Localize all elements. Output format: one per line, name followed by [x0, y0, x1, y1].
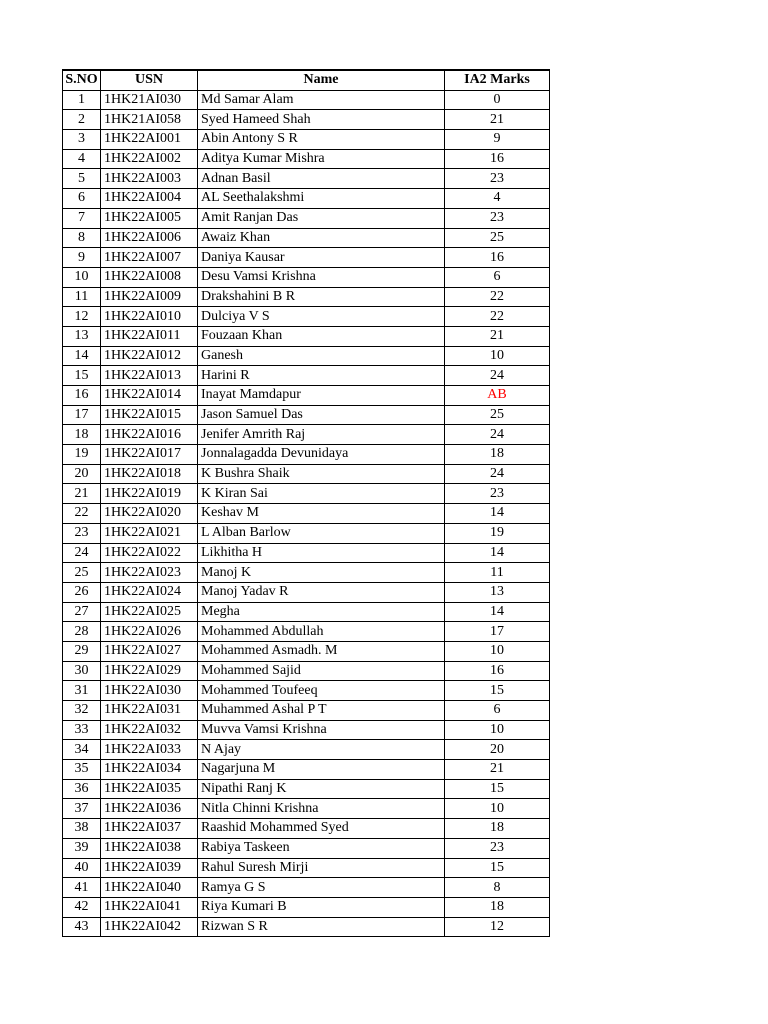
- cell-usn: 1HK22AI003: [101, 169, 198, 189]
- cell-ia2-marks: 15: [445, 681, 550, 701]
- table-row: [63, 307, 550, 327]
- cell-name: Abin Antony S R: [198, 130, 445, 150]
- cell-sno: 16: [63, 386, 101, 406]
- table-row: [63, 248, 550, 268]
- header-usn: USN: [101, 70, 198, 90]
- cell-ia2-marks: 15: [445, 779, 550, 799]
- cell-ia2-marks: 22: [445, 307, 550, 327]
- table-row: [63, 366, 550, 386]
- table-row: [63, 169, 550, 189]
- cell-sno: 15: [63, 366, 101, 386]
- cell-sno: 41: [63, 878, 101, 898]
- cell-sno: 39: [63, 838, 101, 858]
- cell-usn: 1HK22AI026: [101, 622, 198, 642]
- cell-usn: 1HK22AI011: [101, 326, 198, 346]
- cell-name: Riya Kumari B: [198, 897, 445, 917]
- table-row: [63, 484, 550, 504]
- cell-ia2-marks: 23: [445, 838, 550, 858]
- cell-sno: 12: [63, 307, 101, 327]
- table-row: [63, 582, 550, 602]
- table-row: [63, 838, 550, 858]
- cell-name: K Bushra Shaik: [198, 464, 445, 484]
- cell-usn: 1HK22AI034: [101, 760, 198, 780]
- cell-sno: 30: [63, 661, 101, 681]
- cell-sno: 1: [63, 90, 101, 110]
- cell-usn: 1HK22AI014: [101, 386, 198, 406]
- table-row: [63, 405, 550, 425]
- table-row: [63, 90, 550, 110]
- cell-usn: 1HK22AI037: [101, 819, 198, 839]
- cell-usn: 1HK22AI019: [101, 484, 198, 504]
- cell-name: Nagarjuna M: [198, 760, 445, 780]
- cell-name: Manoj K: [198, 563, 445, 583]
- cell-usn: 1HK22AI009: [101, 287, 198, 307]
- cell-sno: 20: [63, 464, 101, 484]
- cell-name: Raashid Mohammed Syed: [198, 819, 445, 839]
- table-row: [63, 425, 550, 445]
- cell-sno: 24: [63, 543, 101, 563]
- table-body: [63, 90, 550, 937]
- cell-sno: 25: [63, 563, 101, 583]
- cell-name: Jason Samuel Das: [198, 405, 445, 425]
- cell-sno: 3: [63, 130, 101, 150]
- cell-usn: 1HK22AI021: [101, 523, 198, 543]
- cell-ia2-marks: 18: [445, 897, 550, 917]
- table-row: [63, 760, 550, 780]
- cell-ia2-marks: 23: [445, 169, 550, 189]
- cell-usn: 1HK22AI018: [101, 464, 198, 484]
- cell-sno: 29: [63, 641, 101, 661]
- cell-ia2-marks: 14: [445, 504, 550, 524]
- cell-usn: 1HK22AI041: [101, 897, 198, 917]
- table-row: [63, 701, 550, 721]
- cell-sno: 23: [63, 523, 101, 543]
- table-row: [63, 110, 550, 130]
- table-row: [63, 130, 550, 150]
- cell-sno: 33: [63, 720, 101, 740]
- cell-usn: 1HK22AI035: [101, 779, 198, 799]
- cell-usn: 1HK22AI005: [101, 208, 198, 228]
- cell-ia2-marks: AB: [445, 386, 550, 406]
- cell-name: K Kiran Sai: [198, 484, 445, 504]
- cell-sno: 6: [63, 189, 101, 209]
- cell-name: Daniya Kausar: [198, 248, 445, 268]
- cell-name: Fouzaan Khan: [198, 326, 445, 346]
- cell-usn: 1HK22AI008: [101, 267, 198, 287]
- cell-sno: 38: [63, 819, 101, 839]
- cell-sno: 26: [63, 582, 101, 602]
- cell-usn: 1HK22AI023: [101, 563, 198, 583]
- cell-usn: 1HK22AI038: [101, 838, 198, 858]
- cell-usn: 1HK21AI030: [101, 90, 198, 110]
- cell-ia2-marks: 14: [445, 602, 550, 622]
- cell-usn: 1HK22AI032: [101, 720, 198, 740]
- cell-ia2-marks: 24: [445, 366, 550, 386]
- cell-sno: 11: [63, 287, 101, 307]
- cell-name: Nipathi Ranj K: [198, 779, 445, 799]
- table-row: [63, 326, 550, 346]
- cell-sno: 18: [63, 425, 101, 445]
- cell-name: Syed Hameed Shah: [198, 110, 445, 130]
- cell-name: Jenifer Amrith Raj: [198, 425, 445, 445]
- cell-ia2-marks: 19: [445, 523, 550, 543]
- table-row: [63, 799, 550, 819]
- table-row: [63, 504, 550, 524]
- cell-usn: 1HK22AI025: [101, 602, 198, 622]
- cell-sno: 2: [63, 110, 101, 130]
- cell-name: Mohammed Asmadh. M: [198, 641, 445, 661]
- cell-usn: 1HK22AI001: [101, 130, 198, 150]
- cell-name: Manoj Yadav R: [198, 582, 445, 602]
- cell-ia2-marks: 21: [445, 326, 550, 346]
- cell-ia2-marks: 6: [445, 267, 550, 287]
- cell-name: Md Samar Alam: [198, 90, 445, 110]
- cell-sno: 35: [63, 760, 101, 780]
- cell-sno: 19: [63, 445, 101, 465]
- cell-name: Mohammed Toufeeq: [198, 681, 445, 701]
- cell-name: Muvva Vamsi Krishna: [198, 720, 445, 740]
- table-row: [63, 819, 550, 839]
- table-row: [63, 897, 550, 917]
- cell-ia2-marks: 23: [445, 208, 550, 228]
- table-row: [63, 779, 550, 799]
- table-row: [63, 661, 550, 681]
- cell-sno: 32: [63, 701, 101, 721]
- cell-usn: 1HK22AI013: [101, 366, 198, 386]
- cell-ia2-marks: 25: [445, 405, 550, 425]
- cell-name: AL Seethalakshmi: [198, 189, 445, 209]
- cell-sno: 27: [63, 602, 101, 622]
- cell-sno: 7: [63, 208, 101, 228]
- cell-name: L Alban Barlow: [198, 523, 445, 543]
- cell-ia2-marks: 10: [445, 720, 550, 740]
- table-row: [63, 858, 550, 878]
- cell-usn: 1HK22AI016: [101, 425, 198, 445]
- cell-ia2-marks: 21: [445, 760, 550, 780]
- cell-usn: 1HK22AI039: [101, 858, 198, 878]
- cell-sno: 36: [63, 779, 101, 799]
- cell-name: Ganesh: [198, 346, 445, 366]
- table-row: [63, 149, 550, 169]
- table-row: [63, 267, 550, 287]
- table-row: [63, 287, 550, 307]
- cell-sno: 14: [63, 346, 101, 366]
- table-row: [63, 523, 550, 543]
- cell-ia2-marks: 10: [445, 346, 550, 366]
- cell-ia2-marks: 10: [445, 641, 550, 661]
- table-row: [63, 228, 550, 248]
- ia2-marks-table: [62, 69, 550, 937]
- cell-sno: 34: [63, 740, 101, 760]
- table-row: [63, 208, 550, 228]
- table-row: [63, 681, 550, 701]
- cell-name: Nitla Chinni Krishna: [198, 799, 445, 819]
- cell-sno: 21: [63, 484, 101, 504]
- cell-sno: 31: [63, 681, 101, 701]
- cell-name: Rahul Suresh Mirji: [198, 858, 445, 878]
- table-row: [63, 622, 550, 642]
- cell-name: Mohammed Sajid: [198, 661, 445, 681]
- table-row: [63, 543, 550, 563]
- cell-name: Inayat Mamdapur: [198, 386, 445, 406]
- cell-usn: 1HK22AI006: [101, 228, 198, 248]
- cell-name: N Ajay: [198, 740, 445, 760]
- cell-usn: 1HK21AI058: [101, 110, 198, 130]
- cell-ia2-marks: 18: [445, 445, 550, 465]
- table-row: [63, 641, 550, 661]
- cell-ia2-marks: 14: [445, 543, 550, 563]
- table-row: [63, 878, 550, 898]
- cell-ia2-marks: 24: [445, 464, 550, 484]
- cell-ia2-marks: 16: [445, 248, 550, 268]
- cell-usn: 1HK22AI020: [101, 504, 198, 524]
- cell-name: Desu Vamsi Krishna: [198, 267, 445, 287]
- cell-sno: 40: [63, 858, 101, 878]
- cell-name: Megha: [198, 602, 445, 622]
- cell-ia2-marks: 16: [445, 149, 550, 169]
- cell-sno: 37: [63, 799, 101, 819]
- table-row: [63, 189, 550, 209]
- cell-ia2-marks: 9: [445, 130, 550, 150]
- cell-name: Harini R: [198, 366, 445, 386]
- cell-name: Ramya G S: [198, 878, 445, 898]
- cell-name: Mohammed Abdullah: [198, 622, 445, 642]
- cell-name: Awaiz Khan: [198, 228, 445, 248]
- cell-ia2-marks: 13: [445, 582, 550, 602]
- cell-sno: 13: [63, 326, 101, 346]
- table-row: [63, 740, 550, 760]
- cell-sno: 8: [63, 228, 101, 248]
- cell-ia2-marks: 10: [445, 799, 550, 819]
- table-row: [63, 464, 550, 484]
- cell-usn: 1HK22AI002: [101, 149, 198, 169]
- cell-ia2-marks: 11: [445, 563, 550, 583]
- cell-sno: 43: [63, 917, 101, 937]
- cell-ia2-marks: 25: [445, 228, 550, 248]
- cell-name: Aditya Kumar Mishra: [198, 149, 445, 169]
- cell-name: Muhammed Ashal P T: [198, 701, 445, 721]
- cell-name: Keshav M: [198, 504, 445, 524]
- cell-name: Rabiya Taskeen: [198, 838, 445, 858]
- cell-usn: 1HK22AI004: [101, 189, 198, 209]
- header-name: Name: [198, 70, 445, 90]
- cell-ia2-marks: 24: [445, 425, 550, 445]
- cell-sno: 9: [63, 248, 101, 268]
- cell-usn: 1HK22AI027: [101, 641, 198, 661]
- table-row: [63, 917, 550, 937]
- cell-ia2-marks: 21: [445, 110, 550, 130]
- cell-ia2-marks: 8: [445, 878, 550, 898]
- cell-ia2-marks: 20: [445, 740, 550, 760]
- cell-usn: 1HK22AI007: [101, 248, 198, 268]
- cell-usn: 1HK22AI029: [101, 661, 198, 681]
- cell-usn: 1HK22AI040: [101, 878, 198, 898]
- table-row: [63, 445, 550, 465]
- header-sno: S.NO: [63, 70, 101, 90]
- table-header: [63, 70, 550, 90]
- header-ia2-marks: IA2 Marks: [445, 70, 550, 90]
- cell-sno: 42: [63, 897, 101, 917]
- table-row: [63, 563, 550, 583]
- table-row: [63, 346, 550, 366]
- cell-usn: 1HK22AI030: [101, 681, 198, 701]
- cell-usn: 1HK22AI012: [101, 346, 198, 366]
- cell-usn: 1HK22AI017: [101, 445, 198, 465]
- cell-sno: 17: [63, 405, 101, 425]
- cell-ia2-marks: 16: [445, 661, 550, 681]
- cell-sno: 28: [63, 622, 101, 642]
- table-row: [63, 386, 550, 406]
- cell-ia2-marks: 15: [445, 858, 550, 878]
- cell-sno: 4: [63, 149, 101, 169]
- cell-name: Likhitha H: [198, 543, 445, 563]
- header-row: [63, 70, 550, 90]
- cell-ia2-marks: 0: [445, 90, 550, 110]
- cell-usn: 1HK22AI024: [101, 582, 198, 602]
- table-row: [63, 602, 550, 622]
- cell-usn: 1HK22AI010: [101, 307, 198, 327]
- cell-usn: 1HK22AI036: [101, 799, 198, 819]
- cell-ia2-marks: 12: [445, 917, 550, 937]
- cell-usn: 1HK22AI022: [101, 543, 198, 563]
- cell-name: Dulciya V S: [198, 307, 445, 327]
- cell-name: Adnan Basil: [198, 169, 445, 189]
- cell-ia2-marks: 23: [445, 484, 550, 504]
- cell-sno: 10: [63, 267, 101, 287]
- cell-ia2-marks: 6: [445, 701, 550, 721]
- cell-name: Amit Ranjan Das: [198, 208, 445, 228]
- cell-sno: 5: [63, 169, 101, 189]
- cell-name: Rizwan S R: [198, 917, 445, 937]
- cell-ia2-marks: 17: [445, 622, 550, 642]
- cell-ia2-marks: 22: [445, 287, 550, 307]
- cell-usn: 1HK22AI042: [101, 917, 198, 937]
- cell-usn: 1HK22AI015: [101, 405, 198, 425]
- table-row: [63, 720, 550, 740]
- cell-usn: 1HK22AI031: [101, 701, 198, 721]
- cell-usn: 1HK22AI033: [101, 740, 198, 760]
- cell-ia2-marks: 4: [445, 189, 550, 209]
- cell-ia2-marks: 18: [445, 819, 550, 839]
- cell-sno: 22: [63, 504, 101, 524]
- cell-name: Jonnalagadda Devunidaya: [198, 445, 445, 465]
- cell-name: Drakshahini B R: [198, 287, 445, 307]
